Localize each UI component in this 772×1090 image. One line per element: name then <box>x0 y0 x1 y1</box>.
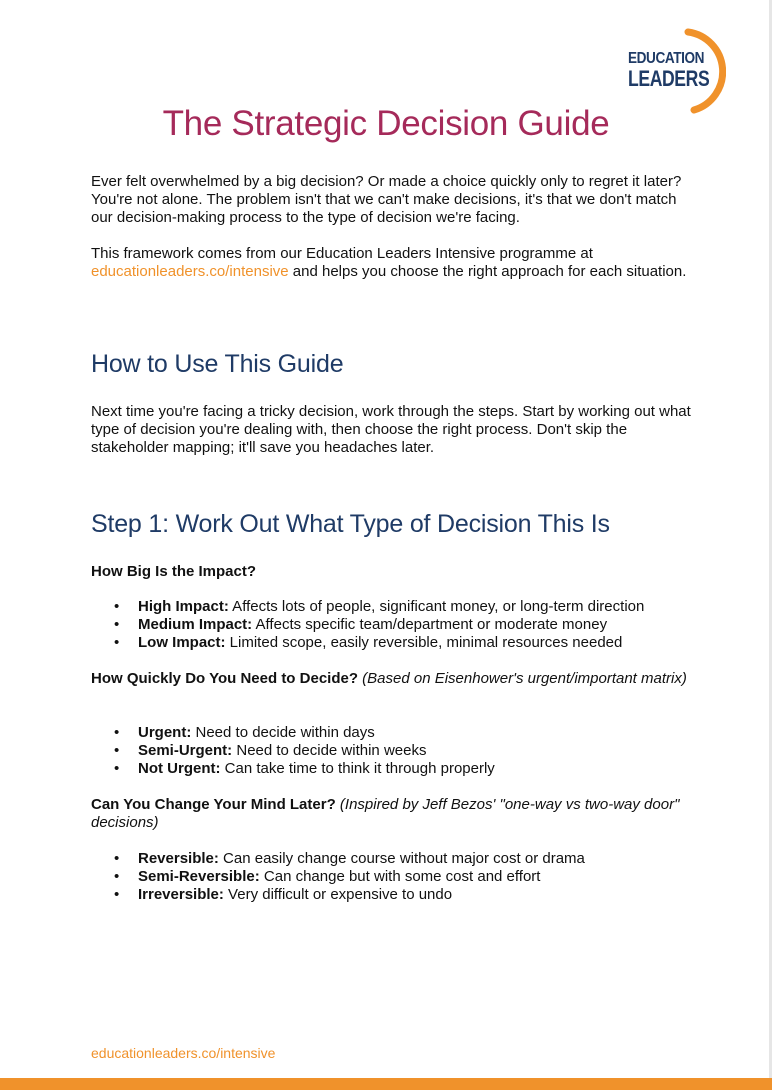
urgency-question <box>91 670 691 688</box>
urgency-item-label: Not Urgent: <box>138 760 221 777</box>
reversibility-item-label: Irreversible: <box>138 886 224 903</box>
reversibility-list <box>91 850 731 904</box>
framework-text-end: and helps you choose the right approach for each situation. <box>288 263 687 280</box>
logo-text-line1: EDUCATION <box>628 50 705 67</box>
how-to-paragraph: Next time you're facing a tricky decision, work through the steps. Start by working out what type of decision you're dealing with, then choose the right process. Don't skip the stakeholder mapping; it'll save you headaches later. <box>91 403 691 456</box>
framework-text-start: This framework comes from our Education Leaders Intensive programme at <box>91 245 593 262</box>
list-item <box>91 850 731 868</box>
impact-item-text: Affects specific team/department or moderate money <box>252 616 608 633</box>
reversibility-item-text: Very difficult or expensive to undo <box>223 886 453 903</box>
footer-link[interactable]: educationleaders.co/intensive <box>91 1045 276 1061</box>
list-item <box>91 598 731 616</box>
impact-item-text: Limited scope, easily reversible, minimal resources needed <box>225 634 623 651</box>
urgency-item-label: Semi-Urgent: <box>138 742 233 759</box>
intro-paragraph: Ever felt overwhelmed by a big decision? Or made a choice quickly only to regret it later? You're not alone. The problem isn't that we can't make decisions, it's that we don't match our decision-making process to the type of decision we're facing. <box>91 173 682 226</box>
list-item <box>91 634 731 652</box>
impact-item-label: Medium Impact: <box>138 616 253 633</box>
education-leaders-logo <box>626 28 726 116</box>
list-item <box>91 868 731 886</box>
logo-text-line2: LEADERS <box>628 66 710 91</box>
reversibility-item-label: Reversible: <box>138 850 219 867</box>
urgency-item-text: Need to decide within weeks <box>232 742 427 759</box>
urgency-item-label: Urgent: <box>138 724 192 741</box>
urgency-item-text: Need to decide within days <box>191 724 375 741</box>
reversibility-item-label: Semi-Reversible: <box>138 868 260 885</box>
impact-item-label: Low Impact: <box>138 634 226 651</box>
intensive-link[interactable]: educationleaders.co/intensive <box>91 263 289 280</box>
step1-heading: Step 1: Work Out What Type of Decision This Is <box>91 510 610 538</box>
urgency-list <box>91 724 731 778</box>
reversibility-item-text: Can easily change course without major cost or drama <box>218 850 585 867</box>
impact-list <box>91 598 731 652</box>
urgency-item-text: Can take time to think it through properly <box>220 760 495 777</box>
how-to-heading: How to Use This Guide <box>91 350 344 378</box>
page-title: The Strategic Decision Guide <box>162 104 610 143</box>
list-item <box>91 724 731 742</box>
reversibility-question <box>91 796 691 832</box>
urgency-question-text: How Quickly Do You Need to Decide? <box>91 670 358 687</box>
list-item <box>91 886 731 904</box>
reversibility-note: (Inspired by Jeff Bezos' "one-way vs two-way door" decisions) <box>91 796 680 831</box>
list-item <box>91 616 731 634</box>
impact-item-label: High Impact: <box>138 598 229 615</box>
framework-paragraph <box>91 245 691 281</box>
footer-bar <box>0 1078 772 1090</box>
list-item <box>91 760 731 778</box>
reversibility-item-text: Can change but with some cost and effort <box>259 868 541 885</box>
reversibility-question-text: Can You Change Your Mind Later? <box>91 796 336 813</box>
impact-question <box>91 563 691 581</box>
urgency-note: (Based on Eisenhower's urgent/important matrix) <box>358 670 687 687</box>
impact-question-text: How Big Is the Impact? <box>91 563 257 580</box>
list-item <box>91 742 731 760</box>
impact-item-text: Affects lots of people, significant money, or long-term direction <box>228 598 645 615</box>
